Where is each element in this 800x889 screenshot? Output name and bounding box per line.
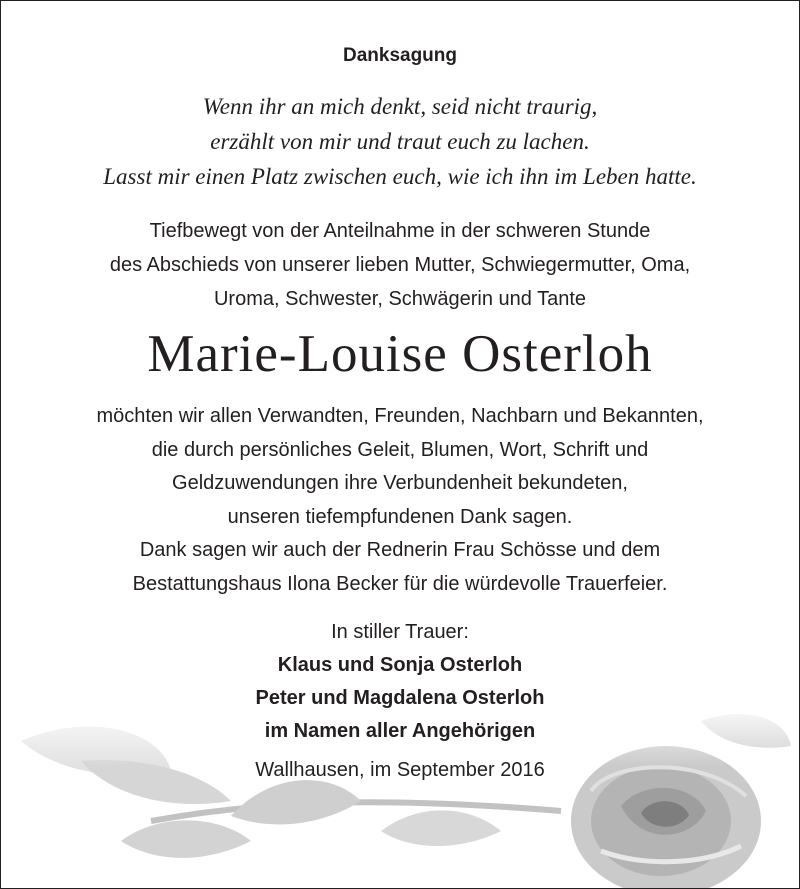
intro-line: Uroma, Schwester, Schwägerin und Tante	[213, 288, 587, 310]
deceased-name: Marie-Louise Osterloh	[147, 325, 653, 383]
mourners-block	[1, 616, 799, 748]
mourner-name: Klaus und Sonja Osterloh	[277, 654, 523, 676]
mourning-label: In stiller Trauer:	[331, 621, 469, 643]
poem-line: Wenn ihr an mich denkt, seid nicht traurig,	[202, 94, 598, 119]
intro-line: Tiefbewegt von der Anteilnahme in der schweren Stunde	[149, 220, 651, 242]
memorial-poem	[1, 89, 799, 194]
intro-line: des Abschieds von unserer lieben Mutter, Schwiegermutter, Oma,	[109, 254, 691, 276]
notice-heading: Danksagung	[342, 45, 458, 66]
poem-line: Lasst mir einen Platz zwischen euch, wie ich ihn im Leben hatte.	[103, 164, 697, 189]
poem-line: erzählt von mir und traut euch zu lachen.	[210, 129, 590, 154]
thanks-line: Dank sagen wir auch der Rednerin Frau Schösse und dem	[139, 539, 661, 561]
thanks-line: Bestattungshaus Ilona Becker für die würdevolle Trauerfeier.	[132, 572, 668, 595]
thanks-line: unseren tiefempfundenen Dank sagen.	[227, 505, 573, 528]
intro-paragraph	[1, 214, 799, 316]
thanks-paragraph	[1, 400, 799, 601]
place-date: Wallhausen, im September 2016	[255, 759, 545, 781]
mourner-name: Peter und Magdalena Osterloh	[255, 687, 545, 709]
thanks-line: die durch persönliches Geleit, Blumen, Wort, Schrift und	[151, 438, 649, 461]
thanks-line: möchten wir allen Verwandten, Freunden, Nachbarn und Bekannten,	[96, 405, 704, 427]
mourner-name: im Namen aller Angehörigen	[264, 720, 536, 742]
thanks-line: Geldzuwendungen ihre Verbundenheit bekundeten,	[172, 472, 628, 494]
